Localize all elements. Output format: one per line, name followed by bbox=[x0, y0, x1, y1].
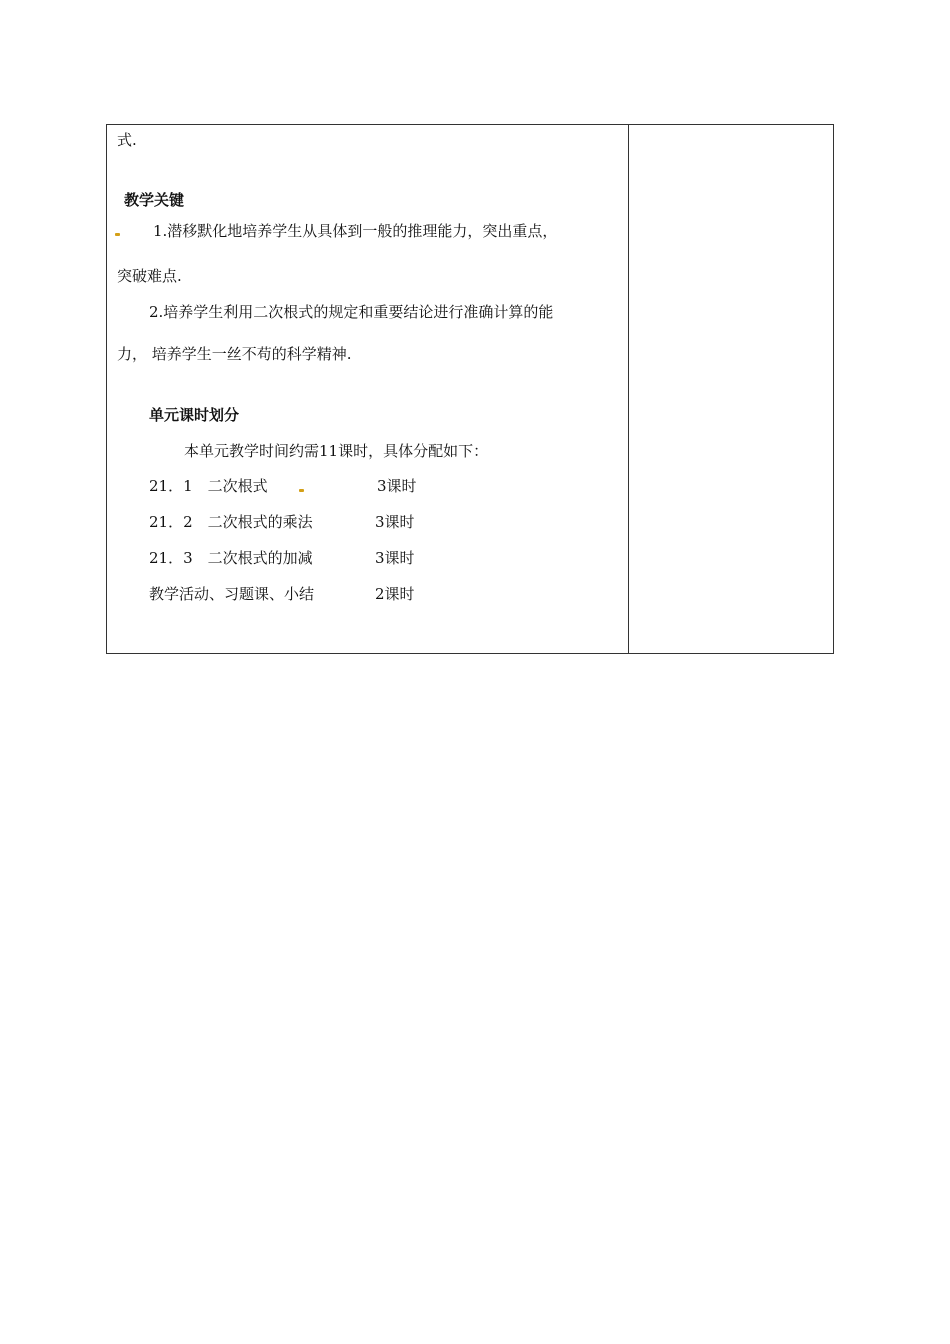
schedule-row-hours: 3课时 bbox=[375, 549, 415, 567]
highlight-mark bbox=[299, 489, 304, 492]
key-point-2-line-1: 2.培养学生利用二次根式的规定和重要结论进行准确计算的能 bbox=[149, 303, 554, 321]
schedule-row-section: 21．2 二次根式的乘法 bbox=[149, 513, 313, 531]
schedule-heading: 单元课时划分 bbox=[149, 406, 240, 424]
schedule-intro: 本单元教学时间约需11课时，具体分配如下： bbox=[184, 442, 489, 460]
schedule-row-section: 教学活动、习题课、小结 bbox=[149, 585, 315, 603]
schedule-row-section: 21．3 二次根式的加减 bbox=[149, 549, 313, 567]
schedule-row-hours: 3课时 bbox=[375, 513, 415, 531]
schedule-row-hours: 2课时 bbox=[375, 585, 415, 603]
key-point-2-line-2: 力， 培养学生一丝不苟的科学精神. bbox=[117, 345, 352, 363]
schedule-row-hours: 3课时 bbox=[377, 477, 417, 495]
lesson-plan-table bbox=[106, 124, 834, 654]
key-point-1-line-1: 1.潜移默化地培养学生从具体到一般的推理能力，突出重点， bbox=[153, 222, 558, 240]
column-divider bbox=[628, 125, 629, 653]
key-point-1-line-2: 突破难点. bbox=[117, 267, 182, 285]
key-points-heading: 教学关键 bbox=[124, 191, 185, 209]
continuation-text: 式. bbox=[117, 131, 137, 149]
highlight-mark bbox=[115, 233, 120, 236]
schedule-row-section: 21．1 二次根式 bbox=[149, 477, 268, 495]
